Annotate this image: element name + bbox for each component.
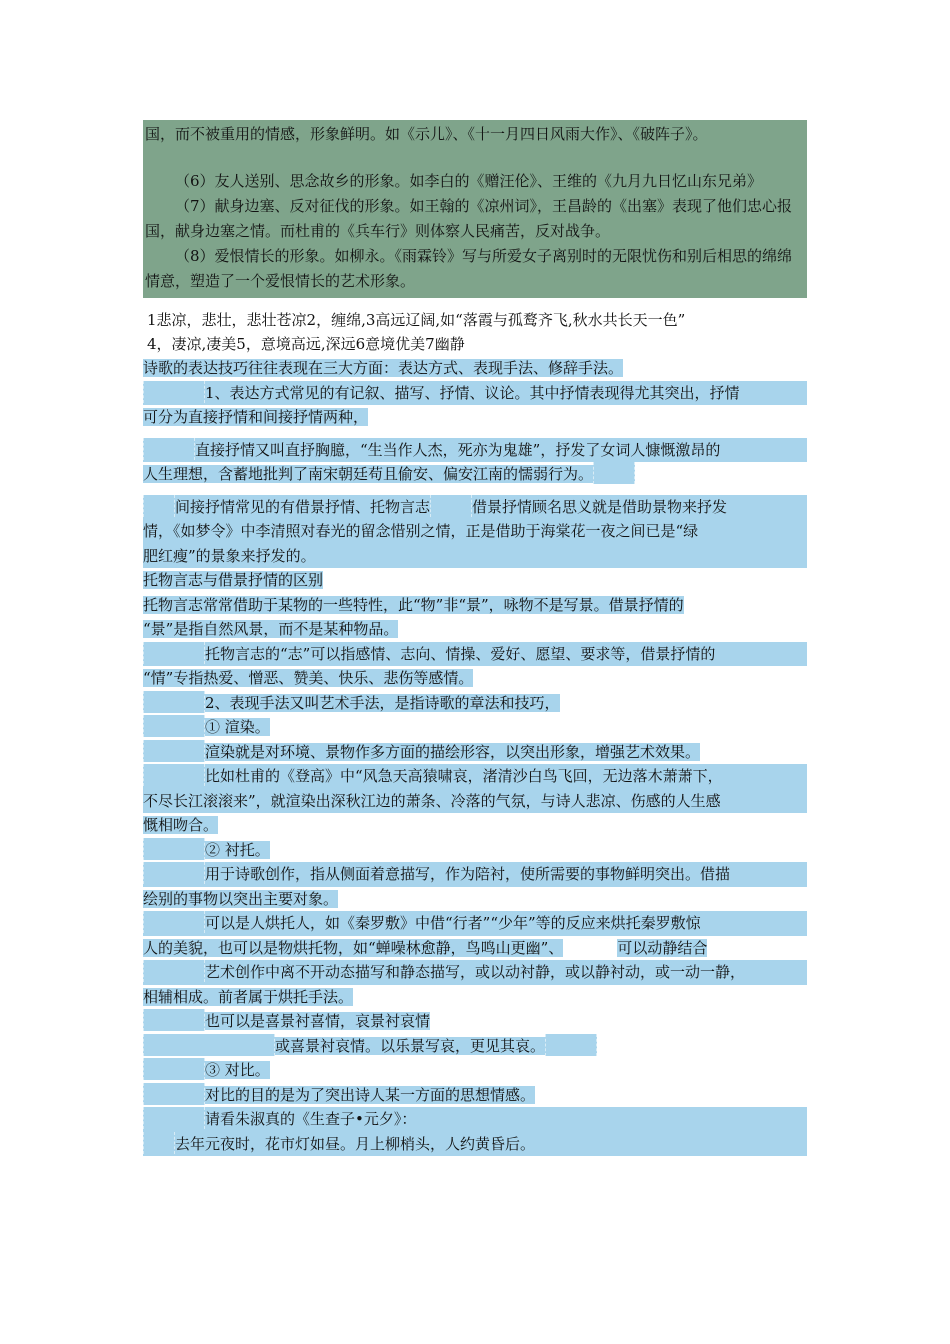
indent-space <box>143 740 205 762</box>
text-line: 去年元夜时，花市灯如昼。月上柳梢头，人约黄昏后。 <box>175 1134 536 1153</box>
text-line: 相辅相成。前者属于烘托手法。 <box>143 987 354 1006</box>
text-line: 直接抒情又叫直抒胸臆，“生当作人杰，死亦为鬼雄”，抒发了女词人慷慨激昂的 <box>195 440 721 459</box>
indent-space <box>143 715 205 737</box>
indent-space <box>143 1009 205 1031</box>
gap-space <box>430 495 472 517</box>
text-line: 可以动静结合 <box>617 938 708 957</box>
highlighted-section-green <box>143 120 807 298</box>
trailing-space <box>593 462 635 484</box>
indent-space <box>143 438 195 460</box>
text-line: ③ 对比。 <box>205 1061 270 1079</box>
answer-line: 1悲凉，悲壮，悲壮苍凉2，缠绵,3高远辽阔,如“落霞与孤鹜齐飞,秋水共长天一色” <box>147 311 686 329</box>
indent-space <box>143 1083 205 1105</box>
indent-space <box>143 381 205 403</box>
indent-space <box>143 1132 175 1154</box>
indent-space <box>143 495 175 517</box>
text-line: ② 衬托。 <box>205 840 270 859</box>
text-line: 借景抒情顾名思义就是借助景物来抒发 <box>472 497 728 516</box>
text-line: 人生理想，含蓄地批判了南宋朝廷苟且偷安、偏安江南的懦弱行为。 <box>143 465 594 483</box>
paragraph: （8）爱恨情长的形象。如柳永。《雨霖铃》写与所爱女子离别时的无限忧伤和别后相思的绵绵情意，塑造了一个爱恨情长的艺术形象。 <box>145 247 793 290</box>
indent-space <box>143 642 205 664</box>
text-line: 情，《如梦令》中李清照对春光的留念惜别之情，正是借助于海棠花一夜之间已是“绿 <box>143 519 807 544</box>
text-line: 对比的目的是为了突出诗人某一方面的思想情感。 <box>205 1085 536 1104</box>
paragraph: （6）友人送别、思念故乡的形象。如李白的《赠汪伦》、王维的《九月九日忆山东兄弟》 <box>175 172 763 190</box>
text-line: 托物言志的“志”可以指感情、志向、情操、爱好、愿望、要求等，借景抒情的 <box>205 644 716 663</box>
indent-space <box>143 1058 205 1080</box>
text-line: 间接抒情常见的有借景抒情、托物言志 <box>175 497 431 516</box>
highlighted-section-blue <box>143 356 807 1156</box>
text-line: 或喜景衬哀情。以乐景写哀，更见其哀。 <box>275 1036 546 1055</box>
document-page <box>143 120 807 1156</box>
paragraph: （7）献身边塞、反对征伐的形象。如王翰的《凉州词》，王昌龄的《出塞》表现了他们忠心报国，献身边塞之情。而杜甫的《兵车行》则体察人民痛苦，反对战争。 <box>145 197 793 240</box>
text-line: 用于诗歌创作，指从侧面着意描写，作为陪衬，使所需要的事物鲜明突出。借描 <box>205 865 731 883</box>
blank-gap <box>563 936 617 958</box>
text-line: 也可以是喜景衬喜情，哀景衬哀情 <box>205 1012 431 1030</box>
indent-space <box>143 838 205 860</box>
text-line: 可以是人烘托人，如《秦罗敷》中借“行者”“少年”等的反应来烘托秦罗敷惊 <box>205 914 701 932</box>
text-line: 托物言志与借景抒情的区别 <box>143 571 324 589</box>
indent-space <box>143 1107 205 1129</box>
indent-space <box>143 911 205 933</box>
text-line: 托物言志常常借助于某物的一些特性，此“物”非“景”，咏物不是写景。借景抒情的 <box>143 595 684 614</box>
answer-line: 4，凄凉,凄美5，意境高远,深远6意境优美7幽静 <box>147 335 465 353</box>
text-line: 2、表现手法又叫艺术手法，是指诗歌的章法和技巧， <box>205 693 560 712</box>
text-line: 绘别的事物以突出主要对象。 <box>143 889 339 908</box>
text-line: 请看朱淑真的《生查子•元夕》： <box>205 1110 417 1128</box>
trailing-space <box>545 1034 597 1056</box>
text-line: “情”专指热爱、憎恶、赞美、快乐、悲伤等感情。 <box>143 669 474 687</box>
text-line: 人的美貌，也可以是物烘托物，如“蝉噪林愈静，鸟鸣山更幽”、 <box>143 938 564 957</box>
indent-space <box>143 960 205 982</box>
text-line: ① 渲染。 <box>205 718 270 736</box>
indent-space <box>143 1034 275 1056</box>
text-line: 慨相吻合。 <box>143 816 219 834</box>
indent-space <box>143 764 205 786</box>
text-line: 可分为直接抒情和间接抒情两种， <box>143 408 369 426</box>
paragraph: 国，而不被重用的情感，形象鲜明。如《示儿》、《十一月四日风雨大作》、《破阵子》。 <box>145 125 708 143</box>
text-line: 1、表达方式常见的有记叙、描写、抒情、议论。其中抒情表现得尤其突出，抒情 <box>205 383 740 402</box>
text-line: 肥红瘦”的景象来抒发的。 <box>143 544 807 569</box>
text-line: 比如杜甫的《登高》中“风急天高猿啸哀，渚清沙白鸟飞回，无边落木萧萧下， <box>205 767 723 785</box>
indent-space <box>143 862 205 884</box>
text-line: 艺术创作中离不开动态描写和静态描写，或以动衬静，或以静衬动，或一动一静， <box>205 963 746 981</box>
text-line: 渲染就是对环境、景物作多方面的描绘形容，以突出形象，增强艺术效果。 <box>205 742 701 761</box>
indent-space <box>143 691 205 713</box>
text-line: 不尽长江滚滚来”，就渲染出深秋江边的萧条、冷落的气氛，与诗人悲凉、伤感的人生感 <box>143 789 807 814</box>
text-line: 诗歌的表达技巧往往表现在三大方面：表达方式、表现手法、修辞手法。 <box>143 359 624 377</box>
text-line: “景”是指自然风景，而不是某种物品。 <box>143 620 399 638</box>
